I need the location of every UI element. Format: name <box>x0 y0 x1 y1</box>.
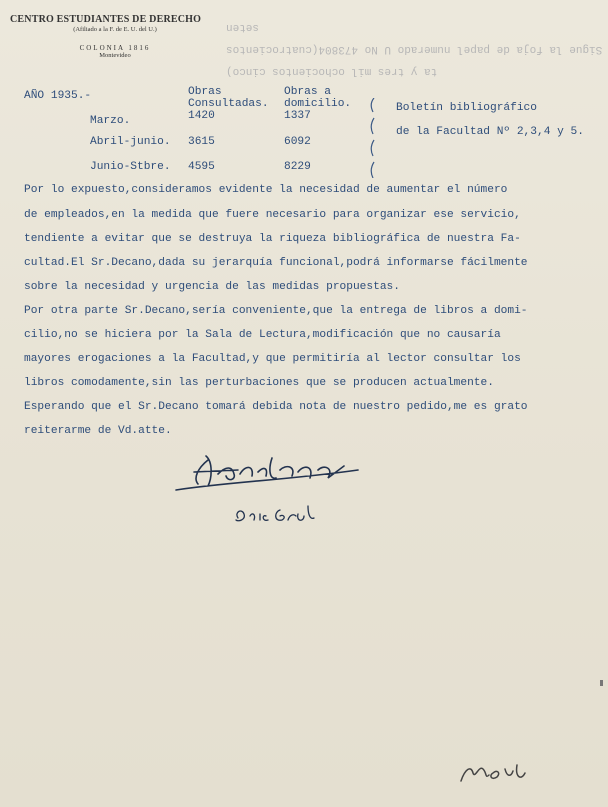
body-line: cultad.El Sr.Decano,dada su jerarquía funcional,podrá informarse fácilmente <box>24 257 528 269</box>
body-line: sobre la necesidad y urgencia de las medidas propuestas. <box>24 281 400 293</box>
bleed-line-2: ta y tres mil ochocientos cinco) <box>226 65 438 77</box>
row-period: Junio-Stbre. <box>90 161 171 173</box>
row-domicilio: 1337 <box>284 110 311 122</box>
body-line: Por otra parte Sr.Decano,sería conveniente,que la entrega de libros a domi- <box>24 305 528 317</box>
col-header-domicilio-2: domicilio. <box>284 98 352 110</box>
bulletin-note-2: de la Facultad Nº 2,3,4 y 5. <box>396 126 584 138</box>
letterhead-colonia: COLONIA 1816 <box>79 44 151 52</box>
row-domicilio: 6092 <box>284 136 311 148</box>
col-header-consultadas <box>188 86 269 110</box>
row-consultadas: 3615 <box>188 136 215 148</box>
body-line: cilio,no se hiciera por la Sala de Lectura,modificación que no causaría <box>24 329 501 341</box>
bulletin-note-1: Boletín bibliográfico <box>396 102 537 114</box>
row-domicilio: 8229 <box>284 161 311 173</box>
col-header-consultadas-1: Obras <box>188 86 222 98</box>
body-line: de empleados,en la medida que fuere necesario para organizar ese servicio, <box>24 209 521 221</box>
row-period: Marzo. <box>90 115 131 127</box>
body-line: mayores erogaciones a la Facultad,y que permitiría al lector consultar los <box>24 353 521 365</box>
letterhead-city: Montevideo <box>99 52 131 59</box>
body-line: libros comodamente,sin las perturbaciones que se producen actualmente. <box>24 377 494 389</box>
year-label: AÑO 1935.- <box>24 90 92 102</box>
body-line: Esperando que el Sr.Decano tomará debida nota de nuestro pedido,me es grato <box>24 401 528 413</box>
bracket-mark <box>368 98 376 178</box>
secretary-signature <box>232 500 322 530</box>
col-header-domicilio <box>284 86 351 110</box>
body-line: tendiente a evitar que se destruya la riqueza bibliográfica de nuestra Fa- <box>24 233 521 245</box>
handwritten-signature <box>168 448 368 498</box>
letterhead-title: CENTRO ESTUDIANTES DE DERECHO <box>10 14 202 25</box>
bleed-line-1: Sigue la foja de papel numerado U No 473804(cuatrocientos seten <box>226 21 603 55</box>
col-header-consultadas-2: Consultadas. <box>188 98 269 110</box>
row-consultadas: 4595 <box>188 161 215 173</box>
margin-initials <box>455 755 565 787</box>
letterhead-affiliation: (Afiliado a la F. de E. U. del U.) <box>73 26 157 33</box>
col-header-domicilio-1: Obras a <box>284 86 331 98</box>
bleed-through-text <box>226 16 606 82</box>
row-period: Abril-junio. <box>90 136 171 148</box>
body-line: reiterarme de Vd.atte. <box>24 425 172 437</box>
margin-mark <box>600 680 603 686</box>
body-line: Por lo expuesto,consideramos evidente la necesidad de aumentar el número <box>24 184 508 196</box>
letterhead <box>10 14 220 59</box>
row-consultadas: 1420 <box>188 110 215 122</box>
